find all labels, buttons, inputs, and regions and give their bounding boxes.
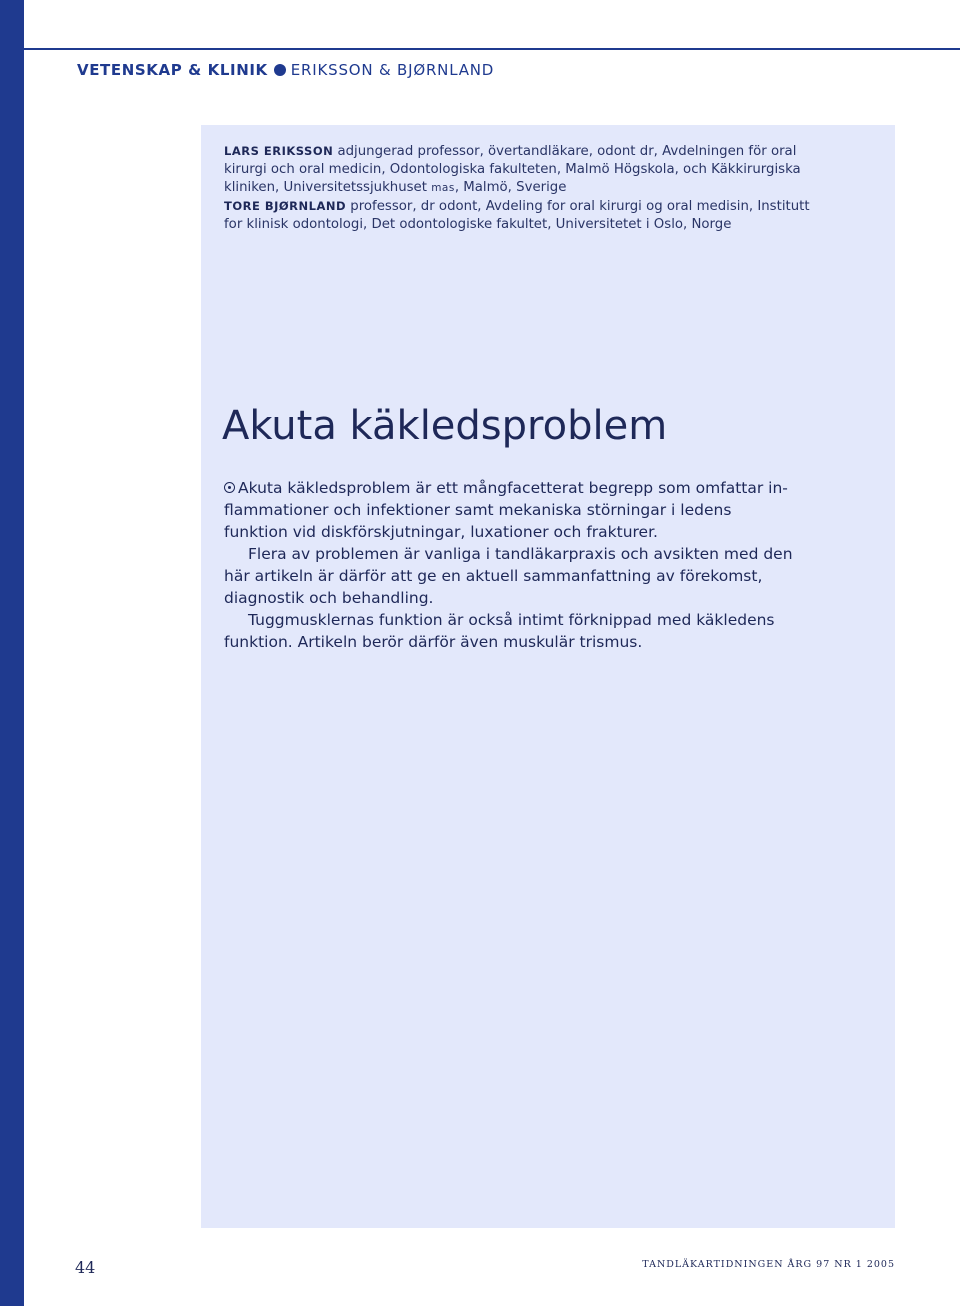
affiliation-text-1a: adjungerad professor, övertandläkare, odont dr, Avdelningen för oral kirurgi och oral medicin, Odontologiska fakulteten, Malmö Högskola, och Käkkirurgiska kliniken, Universitetssjukhuset [224,144,801,195]
affiliation-text-2: professor, dr odont, Avdeling for oral kirurgi og oral medisin, Institutt for klinisk odontologi, Det odontologiske fakultet, Universitetet i Oslo, Norge [224,199,810,232]
running-head [77,61,494,79]
running-head-authors: ERIKSSON & BJØRNLAND [290,61,495,79]
article-title: Akuta käkledsproblem [222,403,668,449]
abstract-paragraph-2: Flera av problemen är vanliga i tandläkarpraxis och avsikten med den här artikeln är därför att ge en aktuell sammanfattning av förekomst, diagnostik och behandling. [224,545,793,607]
abstract-paragraph-1 [224,477,794,543]
header-rule [24,48,960,50]
abstract-paragraph-3: Tuggmusklernas funktion är också intimt förknippad med käkledens funktion. Artikeln berör därför även muskulär trismus. [224,611,775,651]
bullet-dot-icon [274,64,286,76]
target-icon [224,482,235,493]
abstract [224,477,794,653]
abstract-paragraph-1-text: Akuta käkledsproblem är ett mångfacetterat begrepp som omfattar in-flammationer och infektioner samt mekaniska störningar i ledens funktion vid diskförskjutningar, luxationer och frakturer. [224,479,788,541]
affiliation-abbrev: mas [431,182,455,194]
author-affiliations [224,142,824,234]
page-number: 44 [75,1258,96,1277]
abstract-panel [201,125,895,1228]
affiliation-text-1b: , Malmö, Sverige [454,180,567,195]
journal-footer: TANDLÄKARTIDNINGEN ÅRG 97 NR 1 2005 [642,1259,895,1270]
section-label: VETENSKAP & KLINIK [77,61,268,79]
author-name-1: LARS ERIKSSON [224,144,334,158]
affiliation-2 [224,197,824,234]
left-accent-bar [0,0,24,1306]
author-name-2: TORE BJØRNLAND [224,199,347,213]
affiliation-1 [224,142,824,197]
